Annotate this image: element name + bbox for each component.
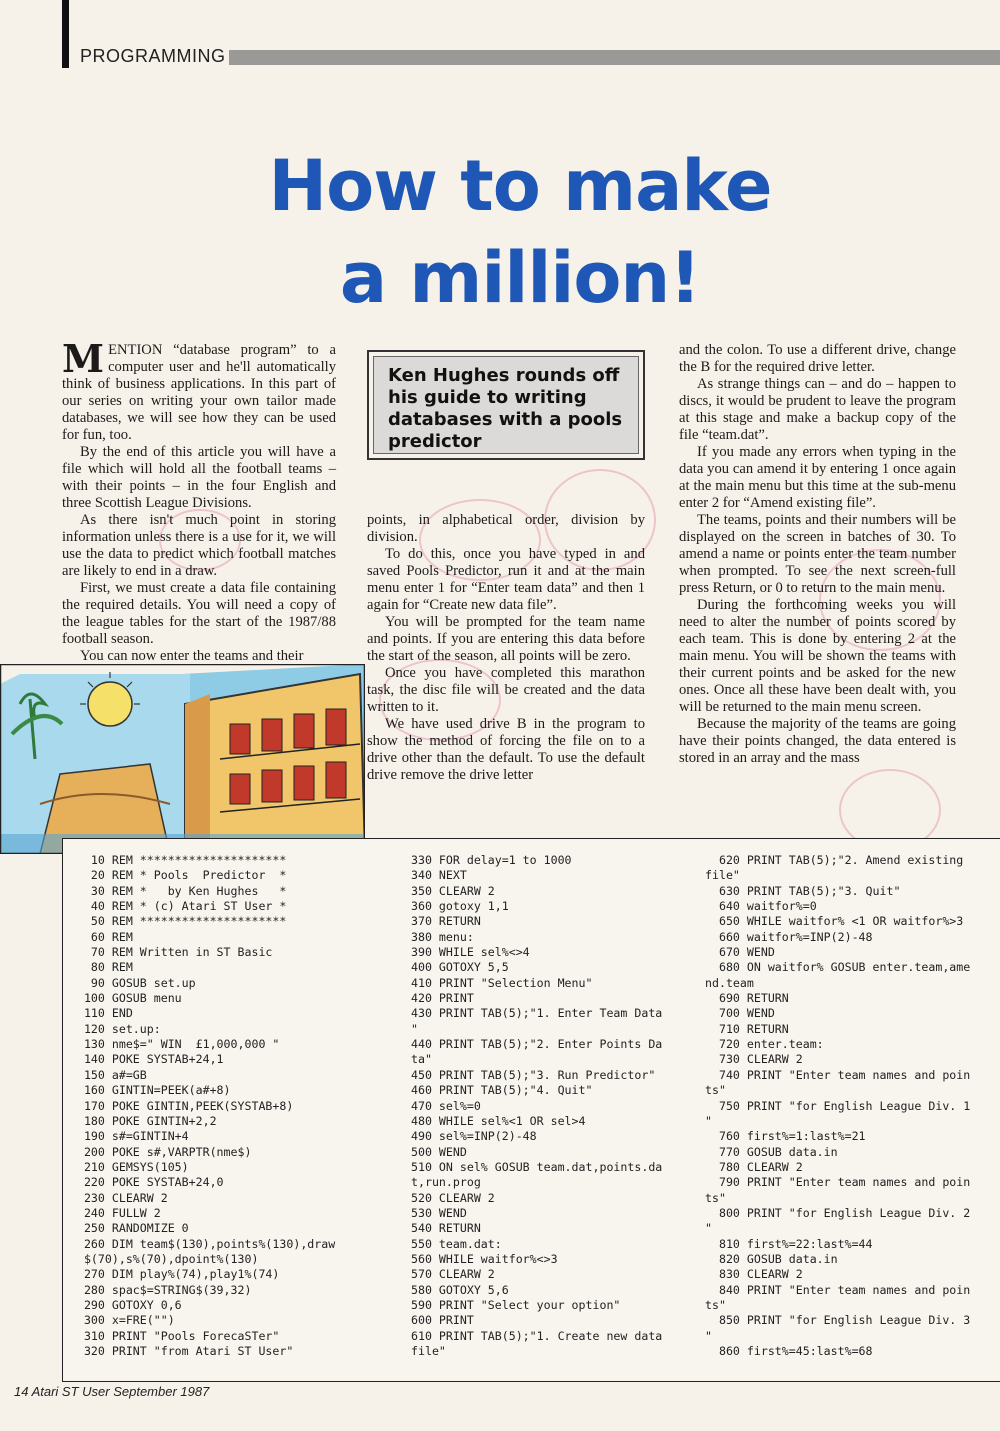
- headline: [0, 140, 1000, 324]
- code-listing: [62, 838, 1000, 1382]
- headline-line-2: a million!: [339, 237, 701, 319]
- paragraph: If you made any errors when typing in the data you can amend it by entering 1 once again at the main menu but this time at the sub-menu enter 2 for “Amend existing file”.: [679, 444, 956, 511]
- paragraph: Because the majority of the teams are going have their points changed, the data entered is stored in an array and the mass: [679, 716, 956, 766]
- article-column-1: [62, 336, 336, 665]
- paragraph: First, we must create a data file containing the required details. You will need a copy of the league tables for the start of the 1987/88 football season.: [62, 580, 336, 647]
- headline-line-1: How to make: [268, 145, 772, 227]
- paragraph: You will be prompted for the team name and points. If you are entering this data before the start of the season, all points will be zero.: [367, 614, 645, 664]
- header-rule: [62, 0, 69, 68]
- code-column-2: 330 FOR delay=1 to 1000 340 NEXT 350 CLEARW 2 360 gotoxy 1,1 370 RETURN 380 menu: 390 WHILE sel%<>4 400 GOTOXY 5,5 410 PRINT "Selection Menu" 420 PRINT 430 PRINT TAB(5);"1. Enter Team Data " 440 PRINT TAB(5);"2. Enter Points Da ta" 450 PRINT TAB(5);"3. Run Predictor" 460 PRINT TAB(5);"4. Quit" 470 sel%=0 480 WHILE sel%<1 OR sel>4 490 sel%=INP(2)-48 500 WEND 510 ON sel% GOSUB team.dat,points.da t,run.prog 520 CLEARW 2 530 WEND 540 RETURN 550 team.dat: 560 WHILE waitfor%<>3 570 CLEARW 2 580 GOTOXY 5,6 590 PRINT "Select your option" 600 PRINT 610 PRINT TAB(5);"1. Create new data file": [411, 853, 663, 1358]
- drop-cap: M: [62, 336, 105, 381]
- code-column-3: 620 PRINT TAB(5);"2. Amend existing file" 630 PRINT TAB(5);"3. Quit" 640 waitfor%=0 650 WHILE waitfor% <1 OR waitfor%>3 660 waitfor%=INP(2)-48 670 WEND 680 ON waitfor% GOSUB enter.team,ame nd.team 690 RETURN 700 WEND 710 RETURN 720 enter.team: 730 CLEARW 2 740 PRINT "Enter team names and poin ts" 750 PRINT "for English League Div. 1 " 760 first%=1:last%=21 770 GOSUB data.in 780 CLEARW 2 790 PRINT "Enter team names and poin ts" 800 PRINT "for English League Div. 2 " 810 first%=22:last%=44 820 GOSUB data.in 830 CLEARW 2 840 PRINT "Enter team names and poin ts" 850 PRINT "for English League Div. 3 " 860 first%=45:last%=68: [705, 853, 971, 1358]
- code-column-1: 10 REM ********************* 20 REM * Pools Predictor * 30 REM * by Ken Hughes * 40 REM * (c) Atari ST User * 50 REM ********************* 60 REM 70 REM Written in ST Basic 80 REM 90 GOSUB set.up 100 GOSUB menu 110 END 120 set.up: 130 nme$=" WIN £1,000,000 " 140 POKE SYSTAB+24,1 150 a#=GB 160 GINTIN=PEEK(a#+8) 170 POKE GINTIN,PEEK(SYSTAB+8) 180 POKE GINTIN+2,2 190 s#=GINTIN+4 200 POKE s#,VARPTR(nme$) 210 GEMSYS(105) 220 POKE SYSTAB+24,0 230 CLEARW 2 240 FULLW 2 250 RANDOMIZE 0 260 DIM team$(130),points%(130),draw $(70),s%(70),dpoint%(130) 270 DIM play%(74),play1%(74) 280 spac$=STRING$(39,32) 290 GOTOXY 0,6 300 x=FRE("") 310 PRINT "Pools ForecaSTer" 320 PRINT "from Atari ST User": [83, 853, 336, 1358]
- paragraph: You can now enter the teams and their: [80, 648, 304, 664]
- paragraph: As there isn't much point in storing information unless there is a use for it, we will use the data to predict which football matches are likely to end in a draw.: [62, 512, 336, 579]
- paragraph: To do this, once you have typed in and saved Pools Predictor, run it and at the main menu enter 1 for “Enter team data” and then 1 again for “Create new data file”.: [367, 546, 645, 613]
- page-footer: 14 Atari ST User September 1987: [14, 1384, 210, 1399]
- paragraph: As strange things can – and do – happen to discs, it would be prudent to leave the program at this stage and make a backup copy of the file “team.dat”.: [679, 376, 956, 443]
- paragraph: MENTION “database program” to a computer user and he'll automatically think of business applications. In this part of our series on writing your own tailor made databases, we will see how they can be used for fun, too.: [62, 336, 336, 443]
- article-column-3: [679, 342, 956, 767]
- paragraph: During the forthcoming weeks you will need to alter the number of points scored by each team. This is done by entering 2 at the main menu. You will be shown the teams with their current points and be asked for the new ones. Once all these have been dealt with, you will be returned to the main menu screen.: [679, 597, 956, 715]
- paragraph: points, in alphabetical order, division by division.: [367, 512, 645, 545]
- section-label: PROGRAMMING: [80, 46, 226, 66]
- section-bar: [229, 50, 1000, 65]
- standfirst-box: [367, 350, 645, 460]
- paragraph: By the end of this article you will have a file which will hold all the football teams – with their points – in the four English and three Scottish League Divisions.: [62, 444, 336, 511]
- paragraph: and the colon. To use a different drive, change the B for the required drive letter.: [679, 342, 956, 375]
- article-column-2: [367, 512, 645, 784]
- standfirst-text: Ken Hughes rounds off his guide to writing databases with a pools predictor: [373, 356, 639, 454]
- paragraph: Once you have completed this marathon task, the disc file will be created and the data written to it.: [367, 665, 645, 715]
- seaside-illustration: [0, 664, 365, 854]
- paragraph: We have used drive B in the program to show the method of forcing the file on to a drive other than the default. To use the default drive remove the drive letter: [367, 716, 645, 783]
- paragraph: The teams, points and their numbers will be displayed on the screen in batches of 30. To amend a name or points enter the team number when prompted. To see the next screen-full press Return, or 0 to return to the main menu.: [679, 512, 956, 596]
